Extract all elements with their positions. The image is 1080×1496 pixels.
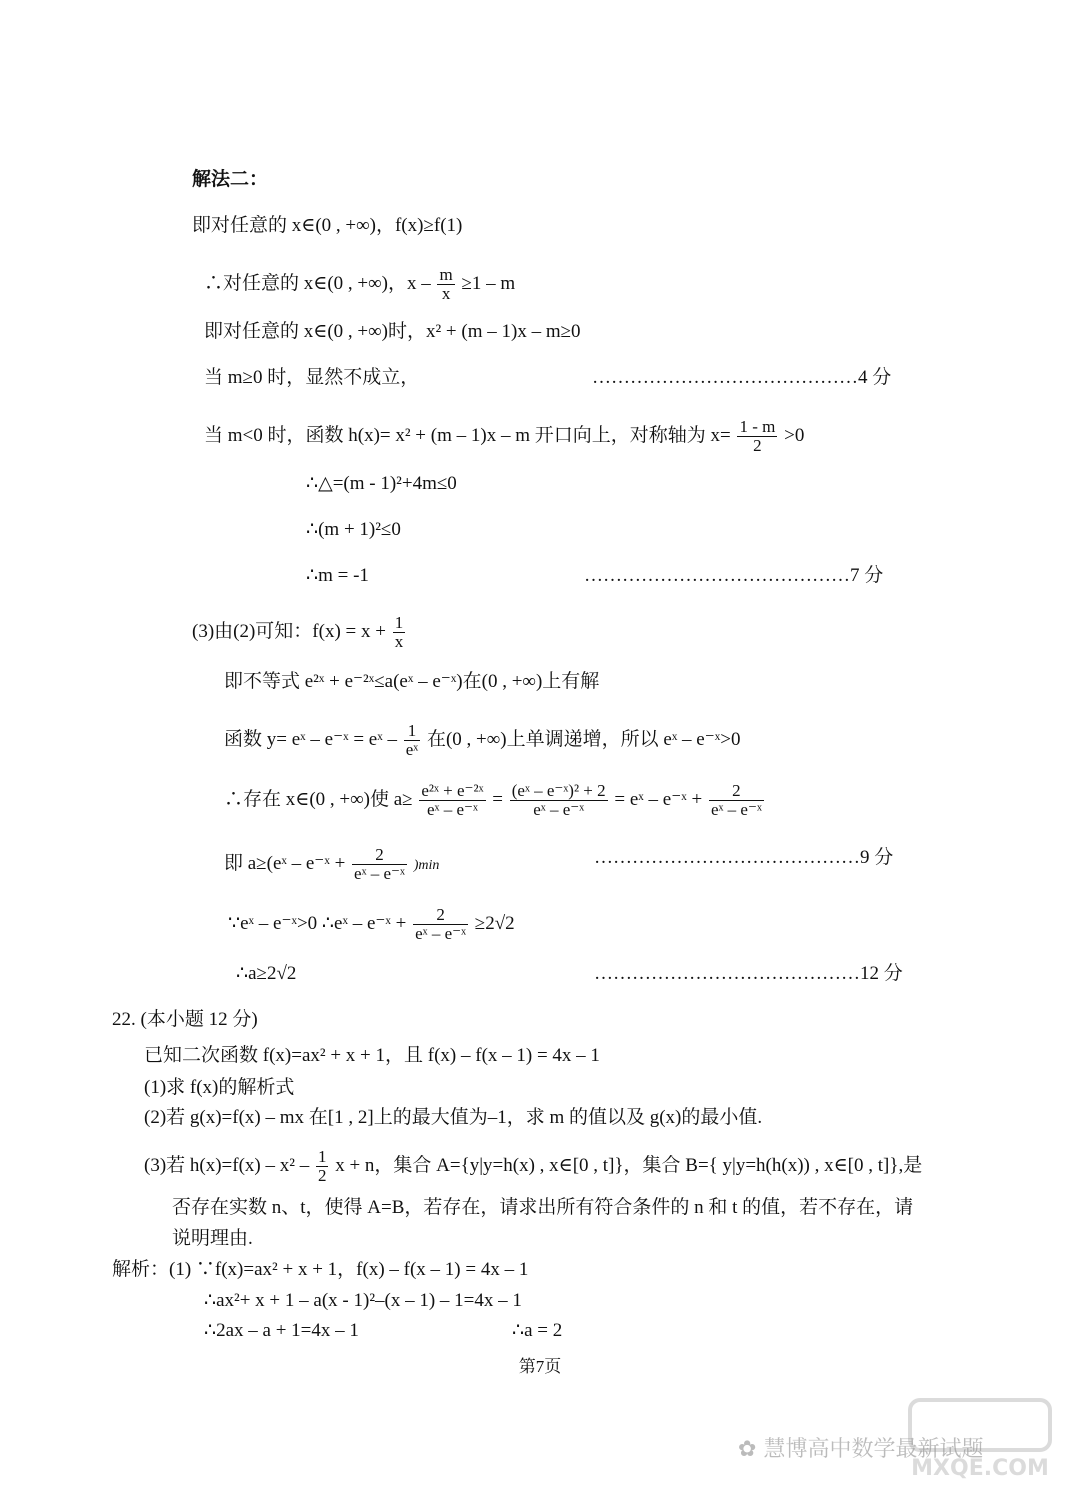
solution-line [224,722,740,759]
text: ≥1 – m [461,272,516,294]
solution-line: ∴a≥2√2 [236,963,297,984]
solution-line: 即不等式 e²ˣ + e⁻²ˣ≤a(eˣ – e⁻ˣ)在(0 , +∞)上有解 [224,671,600,692]
question-text: (2)若 g(x)=f(x) – mx 在[1 , 2]上的最大值为–1，求 m 的值以及 g(x)的最小值. [144,1107,763,1128]
text: 即 a≥(eˣ – e⁻ˣ + [224,852,346,874]
solution-line: 当 m≥0 时，显然不成立， [204,367,420,388]
fraction: $\frac{1}{\text{eˣ}}$ [405,721,419,759]
text: ≥2√2 [474,912,515,934]
text: 当 m<0 时，函数 h(x)= x² + (m – 1)x – m 开口向上，对称轴为 x= [204,424,731,446]
solution-line [228,906,515,943]
solution-line: 即对任意的 x∈(0 , +∞)，f(x)≥f(1) [192,215,463,236]
score-mark: ……………………………………9 分 [594,847,894,868]
solution-line [192,614,407,651]
fraction: $\frac{1}{2}$ [317,1147,327,1185]
fraction: $\frac{m}{x}$ [439,265,453,303]
watermark-text: ✿ 慧博高中数学最新试题 [738,1437,984,1462]
solution-line [204,418,804,455]
page-number: 第7页 [518,1357,562,1376]
answer-line: ∴2ax – a + 1=4x – 1 [204,1320,359,1341]
text: 函数 y= eˣ – e⁻ˣ = eˣ – [224,728,397,750]
fraction: $\frac{1 - m}{2}$ [739,417,776,455]
text: = eˣ – e⁻ˣ + [614,788,703,810]
text: (3)由(2)可知：f(x) = x + [192,620,386,642]
score-mark: ……………………………………12 分 [594,963,903,984]
question-text: 否存在实数 n、t，使得 A=B，若存在，请求出所有符合条件的 n 和 t 的值，若不存在，请 [172,1197,914,1218]
solution-line [224,782,766,819]
logo-text: MXQE.COM [911,1456,1049,1481]
method-title: 解法二： [192,169,269,190]
fraction: $\frac{\text{(eˣ – e⁻ˣ)² + 2}}{\text{eˣ – e⁻ˣ}}$ [511,781,606,819]
solution-line: ∴(m + 1)²≤0 [306,519,401,540]
solution-line: ∴m = -1 [306,565,369,586]
answer-line: ∴ax²+ x + 1 – a(x - 1)²–(x – 1) – 1=4x – 1 [204,1290,522,1311]
solution-line: 即对任意的 x∈(0 , +∞)时，x² + (m – 1)x – m≥0 [204,321,581,342]
answer-line: ∴a = 2 [512,1320,563,1341]
text: ∴对任意的 x∈(0 , +∞)，x – [204,272,431,294]
score-mark: ……………………………………7 分 [584,565,884,586]
solution-line [204,266,515,303]
watermark-logo-icon [905,1395,1055,1485]
fraction: $\frac{\text{e²ˣ + e⁻²ˣ}}{\text{eˣ – e⁻ˣ}}$ [421,781,484,819]
solution-line [224,846,439,883]
text: (3)若 h(x)=f(x) – x² – [144,1154,310,1176]
wechat-icon: ✿ [738,1437,757,1462]
text: >0 [784,424,805,446]
logo-frame [910,1400,1050,1450]
question-text: (1)求 f(x)的解析式 [144,1077,295,1098]
score-mark: ……………………………………4 分 [592,367,892,388]
question-text: 说明理由. [172,1228,253,1249]
question-title: 22. (本小题 12 分) [112,1009,258,1030]
question-text: 已知二次函数 f(x)=ax² + x + 1，且 f(x) – f(x – 1) = 4x – 1 [144,1045,600,1066]
text: x + n，集合 A={y|y=h(x) , x∈[0 , t]}，集合 B={ y|y=h(h(x)) , x∈[0 , t]},是 [335,1154,923,1176]
fraction: $\frac{2}{\text{eˣ – e⁻ˣ}}$ [415,905,467,943]
answer-line: 解析：(1) ∵f(x)=ax² + x + 1，f(x) – f(x – 1) = 4x – 1 [112,1259,529,1280]
solution-line: ∴△=(m - 1)²+4m≤0 [306,473,457,494]
text: )min [413,857,440,873]
text: ∵eˣ – e⁻ˣ>0 ∴eˣ – e⁻ˣ + [228,912,407,934]
fraction: $\frac{1}{x}$ [394,613,404,651]
text: = [492,788,503,810]
text: ∴存在 x∈(0 , +∞)使 a≥ [224,788,413,810]
fraction: $\frac{2}{\text{eˣ – e⁻ˣ}}$ [354,845,405,883]
text: 在(0 , +∞)上单调递增，所以 eˣ – e⁻ˣ>0 [426,728,741,750]
fraction: $\frac{2}{\text{eˣ – e⁻ˣ}}$ [710,781,762,819]
question-text [144,1148,922,1185]
